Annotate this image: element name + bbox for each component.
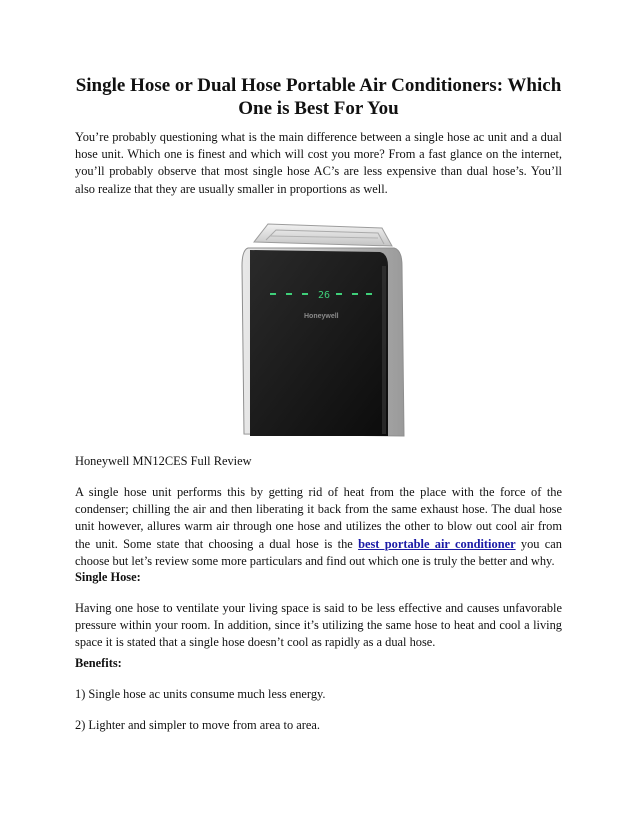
top-louver [254,224,392,246]
best-portable-ac-link[interactable]: best portable air conditioner [358,536,516,551]
benefit-item-1: 1) Single hose ac units consume much less energy. [75,687,326,701]
single-hose-heading: Single Hose: [75,570,141,584]
single-hose-paragraph: Having one hose to ventilate your living space is said to be less effective and causes unfavorable pressure within your room. In addition, since it’s utilizing the same hose to heat and cool a living space it is stated that a single hose doesn’t cool as rapidly as a dual hose. [75,601,562,650]
comparison-paragraph [75,484,562,570]
comparison-text-end: you can choose but let’s review some more particulars and find out which one is truly the better and why. [75,536,562,568]
air-conditioner-illustration [232,206,412,438]
product-image [232,206,412,438]
intro-paragraph: You’re probably questioning what is the main difference between a single hose ac unit and a dual hose unit. Which one is finest and which will cost you more? From a fast glance on the internet, you’ll probably observe that most single hose AC’s are less expensive than dual hose’s. You’ll also realize that they are usually smaller in proportions as well. [75,130,562,196]
document-title: Single Hose or Dual Hose Portable Air Conditioners: Which One is Best For You [75,75,562,119]
benefits-heading: Benefits: [75,656,122,670]
comparison-text-start: A single hose unit performs this by getting rid of heat from the place with the force of the condenser; chilling the air and then liberating it back from the same exhaust hose. The dual hose unit however, allures warm air through one hose and utilizes the other to blow out cool air from the unit. Some state that choosing a dual hose is the [75,485,562,551]
brand-logo: Honeywell [304,313,339,320]
unit-front-panel [250,250,388,436]
benefit-item-2: 2) Lighter and simpler to move from area to area. [75,718,320,732]
display-temperature: 26 [318,290,331,301]
image-caption: Honeywell MN12CES Full Review [75,454,252,468]
